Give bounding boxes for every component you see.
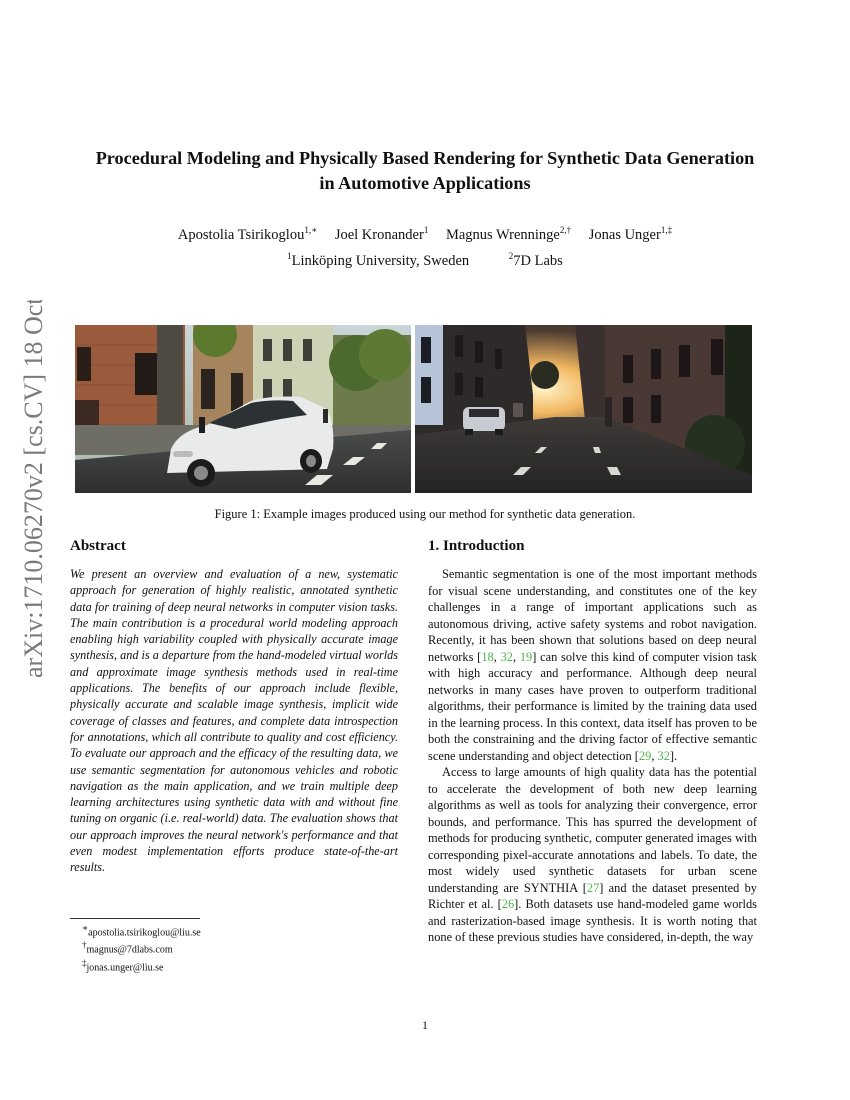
citation-link[interactable]: 27 [586,880,600,895]
author-name: Joel Kronander [334,226,424,243]
footnote [82,939,201,956]
text-run: Access to large amounts of high quality data has the potential to accelerate the development of both new deep learning algorithms as well as tools for analyzing their convergence, error bounds, and performance. This has spurred the development of methods for producing synthetic, computer generated images with corresponding pixel-accurate annotations and labels. To date, the most widely used synthetic datasets for urban scene understanding are SYNTHIA [ [428,765,757,895]
text-run: , [493,649,501,664]
citation-link[interactable]: 32 [657,748,670,763]
author-name: Magnus Wrenninge [445,226,560,243]
author [335,227,428,243]
footnote-email: apostolia.tsirikoglou@liu.se [88,927,201,939]
author-mark: 1 [423,225,429,235]
affiliation-mark: 2 [508,251,514,261]
figure-caption: Figure 1: Example images produced using our method for synthetic data generation. [214,507,636,521]
author-list [90,225,760,244]
abstract-body [70,566,398,876]
intro-paragraph-2 [428,764,757,946]
text-run: , [512,649,520,664]
abstract-heading: Abstract [70,538,126,554]
author-mark: 1,∗ [304,225,318,235]
footnote [82,922,201,939]
introduction-body [428,566,757,946]
author-name: Apostolia Tsirikoglou [177,226,305,243]
footnote-mark: ∗ [82,923,89,933]
affiliation-mark: 1 [287,251,292,261]
affiliation-name: 7D Labs [513,252,563,269]
citation-link[interactable]: 26 [501,897,515,911]
affiliation-name: Linköping University, Sweden [291,252,470,269]
figure-image-right [415,325,752,493]
author-name: Jonas Unger [588,226,661,243]
citation-link[interactable]: 18 [481,649,494,664]
text-run: ]. Both datasets use hand-modeled game worlds and rasterization-based image synthesis. It is worth noting that none of these previous studies have considered, in-depth, the way [428,897,758,944]
text-run: Semantic segmentation is one of the most important methods for visual scene understanding, and constitutes one of the key challenges in a range of important applications such as autonomous driving, active safety systems and robot navigation. Recently, it has been shown that solutions based on deep neural networks [ [428,567,757,664]
footnote-mark: ‡ [82,957,87,968]
text-run: , [651,748,658,763]
author [178,227,317,243]
footnote [82,957,201,974]
arxiv-stamp-text: arXiv:1710.06270v2 [cs.CV] 18 Oct 2017 [19,300,48,678]
citation-link[interactable]: 19 [519,649,533,664]
citation-link[interactable]: 29 [638,748,652,763]
footnote-email: magnus@7dlabs.com [86,944,173,956]
introduction-heading: 1. Introduction [428,538,525,554]
affiliation-list [90,251,760,270]
text-run: ] can solve this kind of computer vision task with high accuracy and performance. Although deep neural networks in many cases have proven to outperform traditional algorithms, their performance is limited by the training data used in the learning process. In this context, data itself has proven to be both the constraining and the driving factor of effective semantic scene understanding and object detection [ [428,649,757,763]
author [589,227,672,243]
intro-paragraph-1 [428,566,757,764]
author [446,227,571,243]
page-number: 1 [422,1018,428,1032]
footnote-email: jonas.unger@liu.se [86,961,164,973]
author-mark: 1,‡ [660,225,673,235]
affiliation [509,253,563,269]
abstract-text: We present an overview and evaluation of a new, systematic approach for generation of highly realistic, annotated synthetic data for training of deep neural networks in computer vision tasks. The main contribution is a procedural world modeling approach enabling high variability coupled with physically accurate image synthesis, and is a departure from the hand-modeled virtual worlds and approximate image synthesis methods used in real-time applications. The benefits of our approach include flexible, physically accurate and scalable image synthesis, implicit wide coverage of classes and features, and complete data introspection for annotations, which all contribute to quality and cost efficiency. To evaluate our approach and the efficacy of the resulting data, we use semantic segmentation for autonomous vehicles and robotic navigation as the main application, and we train multiple deep learning architectures using synthetic data with and without fine tuning on organic (i.e. real-world) data. The evaluation shows that our approach improves the neural network's performance and that even modest implementation efforts produce state-of-the-art results. [70,567,398,875]
text-run: ]. [669,748,678,763]
footnote-mark: † [82,940,87,951]
paper-title: Procedural Modeling and Physically Based Rendering for Synthetic Data Generation in Automotive Applications [95,148,755,193]
footnote-rule [70,918,200,919]
figure-image-left [75,325,411,493]
text-run: ] and the dataset presented by Richter et al. [ [428,880,757,911]
footnotes [82,922,201,974]
arxiv-stamp [14,300,50,680]
citation-link[interactable]: 32 [500,649,513,664]
affiliation [287,253,469,269]
author-mark: 2,† [559,225,572,235]
distant-car [463,407,505,435]
